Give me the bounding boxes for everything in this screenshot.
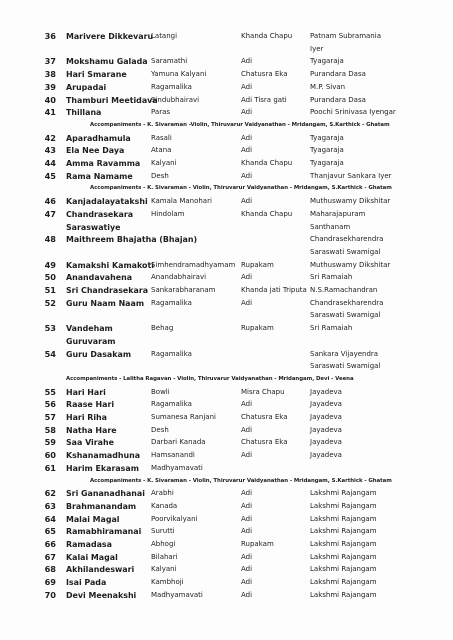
composer-continuation: Saraswati Swamigal bbox=[310, 247, 381, 256]
song-title: Vandeham bbox=[66, 324, 113, 334]
song-tala: Misra Chapu bbox=[241, 387, 285, 396]
song-title: Malai Magal bbox=[66, 514, 120, 524]
song-raga: Abhogi bbox=[151, 540, 176, 548]
song-title: Hari Hari bbox=[66, 387, 106, 397]
song-composer: Sri Ramaiah bbox=[310, 324, 353, 333]
song-title: Hari Riha bbox=[66, 413, 107, 422]
song-number: 61 bbox=[44, 462, 56, 473]
song-number: 39 bbox=[44, 81, 56, 92]
song-raga: Kamala Manohari bbox=[151, 197, 212, 206]
song-raga: Desh bbox=[151, 171, 169, 180]
song-tala: Adi bbox=[241, 514, 253, 523]
composer-continuation: Saraswati Swamigal bbox=[310, 362, 381, 371]
song-composer: Poochi Srinivasa Iyengar bbox=[310, 108, 396, 117]
song-composer: Lakshmi Rajangam bbox=[310, 527, 377, 536]
song-title: Kamakshi Kamakoti bbox=[66, 260, 154, 270]
song-tala: Chatusra Eka bbox=[241, 70, 288, 79]
song-raga: Simhendramadhyamam bbox=[151, 260, 236, 269]
song-tala: Adi bbox=[241, 197, 253, 206]
song-title: Hari Smarane bbox=[66, 70, 127, 80]
song-number: 62 bbox=[44, 488, 56, 499]
song-number: 56 bbox=[44, 399, 56, 410]
song-raga: Saramathi bbox=[151, 57, 188, 66]
song-composer: Jayadeva bbox=[310, 438, 342, 447]
song-tala: Adi bbox=[241, 552, 253, 561]
song-number: 70 bbox=[44, 589, 56, 600]
song-number: 37 bbox=[44, 56, 56, 67]
accompaniments-text: Accompaniments - K. Sivaraman - Violin, Thiruvarur Vaidyanathan - Mridangam, S.Karthick - Ghatam bbox=[90, 477, 392, 484]
song-title: Sri Chandrasekara bbox=[66, 286, 149, 295]
song-title: Saraswatiye bbox=[66, 222, 121, 232]
song-title: Guru Naam Naam bbox=[66, 298, 145, 308]
song-number: 48 bbox=[44, 234, 56, 245]
song-tala: Adi bbox=[241, 400, 253, 409]
song-raga: Sankarabharanam bbox=[151, 286, 216, 294]
song-composer: N.S.Ramachandran bbox=[310, 286, 378, 294]
song-number: 52 bbox=[44, 297, 56, 308]
song-number: 42 bbox=[44, 132, 56, 143]
song-raga: Anandabhairavi bbox=[151, 273, 207, 282]
song-title: Ramabhiramanai bbox=[66, 527, 142, 537]
accompaniments-text: Accompaniments - K. Sivaraman -Violin, Thiruvarur Vaidyanathan - Mridangam, S.Karthick - Ghatam bbox=[90, 121, 390, 128]
song-title: Akhilandeswari bbox=[66, 565, 135, 575]
song-raga: Hamsanandi bbox=[151, 451, 195, 460]
song-composer: Chandrasekharendra bbox=[310, 298, 384, 307]
song-tala: Adi bbox=[241, 273, 253, 282]
song-raga: Ragamalika bbox=[151, 400, 192, 409]
song-title: Maithreem Bhajatha (Bhajan) bbox=[66, 235, 198, 245]
song-raga: Ragamalika bbox=[151, 82, 192, 91]
song-composer: Lakshmi Rajangam bbox=[310, 514, 377, 523]
song-raga: Kanada bbox=[151, 501, 178, 510]
song-raga: Paras bbox=[151, 108, 171, 117]
song-number: 41 bbox=[44, 107, 56, 118]
song-composer: Jayadeva bbox=[310, 425, 342, 434]
composer-continuation: Saraswati Swamigal bbox=[310, 311, 381, 320]
song-composer: Thanjavur Sankara Iyer bbox=[310, 171, 392, 180]
song-number: 40 bbox=[44, 94, 56, 105]
song-composer: Chandrasekharendra bbox=[310, 235, 384, 244]
song-title: Saa Virahe bbox=[66, 438, 114, 448]
song-composer: Purandara Dasa bbox=[310, 95, 366, 104]
song-raga: Madhyamavati bbox=[151, 463, 203, 472]
song-tala: Adi bbox=[241, 108, 253, 117]
song-number: 68 bbox=[44, 564, 56, 575]
song-tala: Khanda Chapu bbox=[241, 209, 293, 218]
song-number: 66 bbox=[44, 539, 56, 549]
song-composer: Purandara Dasa bbox=[310, 70, 366, 79]
song-raga: Behag bbox=[151, 324, 174, 333]
song-title: Raase Hari bbox=[66, 400, 115, 410]
song-tala: Adi bbox=[241, 82, 253, 91]
song-tala: Adi bbox=[241, 171, 253, 180]
song-title: Kanjadalayatakshi bbox=[66, 197, 148, 207]
song-number: 51 bbox=[44, 285, 56, 295]
song-raga: Desh bbox=[151, 425, 169, 434]
song-title: Thamburi Meetidava bbox=[66, 95, 158, 105]
song-composer: Muthuswamy Dikshitar bbox=[310, 197, 391, 206]
song-title: Brahmanandam bbox=[66, 501, 137, 511]
song-tala: Adi bbox=[241, 146, 253, 155]
song-raga: Darbari Kanada bbox=[151, 438, 206, 447]
song-title: Kshanamadhuna bbox=[66, 451, 141, 461]
song-tala: Adi bbox=[241, 451, 253, 460]
song-raga: Latangi bbox=[151, 32, 178, 40]
song-composer: Sankara Vijayendra bbox=[310, 349, 379, 358]
song-tala: Rupakam bbox=[241, 260, 274, 269]
song-number: 43 bbox=[44, 145, 56, 156]
song-raga: Sindubhairavi bbox=[151, 95, 200, 104]
song-raga: Ragamalika bbox=[151, 298, 192, 307]
song-title: Marivere Dikkevaru bbox=[66, 32, 154, 41]
song-number: 57 bbox=[44, 412, 56, 422]
song-composer: Tyagaraja bbox=[310, 159, 344, 167]
song-raga: Rasali bbox=[151, 133, 172, 142]
song-tala: Khanda Chapu bbox=[241, 32, 293, 40]
accompaniments-text: Accompaniments - Lalitha Ragavan - Violin, Thiruvarur Vaidyanathan - Mridangam, Devi - Veena bbox=[66, 375, 354, 382]
song-number: 46 bbox=[44, 196, 56, 207]
song-raga: Poorvikalyani bbox=[151, 514, 198, 523]
song-raga: Bowli bbox=[151, 387, 170, 396]
song-tala: Adi bbox=[241, 298, 253, 307]
song-number: 58 bbox=[44, 424, 56, 435]
song-tala: Adi bbox=[241, 133, 253, 142]
song-composer: Jayadeva bbox=[310, 387, 342, 396]
song-title: Kalai Magal bbox=[66, 552, 118, 562]
song-raga: Kalyani bbox=[151, 159, 177, 167]
song-composer: Lakshmi Rajangam bbox=[310, 565, 377, 574]
song-number: 63 bbox=[44, 500, 56, 511]
song-tala: Khanda jati Triputa bbox=[241, 286, 307, 294]
accompaniments-text: Accompaniments - K. Sivaraman - Violin, Thiruvarur Vaidyanathan - Mridangam, S.Karthick - Ghatam bbox=[90, 185, 392, 192]
song-title: Aparadhamula bbox=[66, 133, 131, 143]
song-composer: Lakshmi Rajangam bbox=[310, 552, 377, 561]
song-title: Natha Hare bbox=[66, 425, 117, 435]
song-title: Isai Pada bbox=[66, 578, 107, 588]
song-title: Chandrasekara bbox=[66, 209, 134, 219]
song-title: Arupadai bbox=[66, 82, 107, 92]
song-composer: Lakshmi Rajangam bbox=[310, 501, 377, 510]
song-number: 50 bbox=[44, 272, 56, 283]
song-composer: Patnam Subramania bbox=[310, 32, 381, 40]
song-number: 59 bbox=[44, 437, 56, 448]
song-composer: Muthuswamy Dikshitar bbox=[310, 260, 391, 269]
song-raga: Yamuna Kalyani bbox=[151, 70, 207, 79]
song-tala: Adi bbox=[241, 590, 253, 599]
song-tala: Adi bbox=[241, 565, 253, 574]
song-composer: M.P. Sivan bbox=[310, 82, 346, 91]
song-raga: Bilahari bbox=[151, 552, 178, 561]
song-title: Sri Gananadhanai bbox=[66, 489, 145, 499]
song-number: 53 bbox=[44, 323, 56, 334]
song-composer: Jayadeva bbox=[310, 451, 342, 460]
song-raga: Arabhi bbox=[151, 489, 174, 498]
song-composer: Lakshmi Rajangam bbox=[310, 578, 377, 587]
song-title: Guru Dasakam bbox=[66, 349, 132, 359]
song-composer: Tyagaraja bbox=[310, 133, 344, 142]
song-title: Mokshamu Galada bbox=[66, 57, 148, 67]
song-number: 49 bbox=[44, 259, 56, 270]
song-tala: Adi bbox=[241, 578, 253, 587]
song-tala: Adi bbox=[241, 425, 253, 434]
song-raga: Ragamalika bbox=[151, 349, 192, 358]
song-composer: Jayadeva bbox=[310, 413, 342, 421]
song-tala: Adi bbox=[241, 527, 253, 536]
song-composer: Santhanam bbox=[310, 222, 351, 231]
song-title: Harim Ekarasam bbox=[66, 463, 139, 473]
song-composer: Lakshmi Rajangam bbox=[310, 540, 377, 548]
song-number: 69 bbox=[44, 577, 56, 588]
song-number: 65 bbox=[44, 526, 56, 537]
song-number: 55 bbox=[44, 386, 56, 397]
song-tala: Khanda Chapu bbox=[241, 159, 293, 167]
song-title: Thillana bbox=[66, 108, 102, 118]
song-title: Amma Ravamma bbox=[66, 159, 141, 168]
song-tala: Adi bbox=[241, 501, 253, 510]
song-number: 54 bbox=[44, 348, 56, 359]
song-number: 45 bbox=[44, 170, 56, 181]
song-composer: Lakshmi Rajangam bbox=[310, 590, 377, 599]
song-raga: Sumanesa Ranjani bbox=[151, 413, 216, 421]
song-raga: Hindolam bbox=[151, 209, 185, 218]
song-title: Ela Nee Daya bbox=[66, 146, 125, 156]
song-composer: Lakshmi Rajangam bbox=[310, 489, 377, 498]
song-composer: Tyagaraja bbox=[310, 146, 344, 155]
song-tala: Adi Tisra gati bbox=[241, 95, 287, 104]
song-raga: Madhyamavati bbox=[151, 590, 203, 599]
song-raga: Kambhoji bbox=[151, 578, 184, 587]
song-composer: Sri Ramaiah bbox=[310, 273, 353, 282]
song-tala: Adi bbox=[241, 57, 253, 66]
song-tala: Chatusra Eka bbox=[241, 413, 288, 421]
song-title: Anandavahena bbox=[66, 273, 133, 283]
song-title: Ramadasa bbox=[66, 540, 112, 549]
song-title: Devi Meenakshi bbox=[66, 590, 137, 600]
song-number: 60 bbox=[44, 450, 56, 461]
song-title: Rama Namame bbox=[66, 171, 133, 181]
song-number: 64 bbox=[44, 513, 56, 524]
composer-continuation: Iyer bbox=[310, 44, 324, 53]
song-title: Guruvaram bbox=[66, 336, 116, 346]
song-number: 38 bbox=[44, 69, 56, 80]
song-raga: Atana bbox=[151, 146, 172, 155]
song-number: 44 bbox=[44, 158, 56, 168]
song-tala: Rupakam bbox=[241, 540, 274, 548]
song-number: 67 bbox=[44, 551, 56, 562]
song-raga: Kalyani bbox=[151, 565, 177, 574]
song-composer: Maharajapuram bbox=[310, 209, 366, 218]
song-tala: Rupakam bbox=[241, 324, 274, 333]
song-tala: Adi bbox=[241, 489, 253, 498]
song-composer: Jayadeva bbox=[310, 400, 342, 409]
song-number: 36 bbox=[44, 31, 56, 41]
song-tala: Chatusra Eka bbox=[241, 438, 288, 447]
song-number: 47 bbox=[44, 208, 56, 219]
song-composer: Tyagaraja bbox=[310, 57, 344, 66]
song-raga: Surutti bbox=[151, 527, 175, 536]
